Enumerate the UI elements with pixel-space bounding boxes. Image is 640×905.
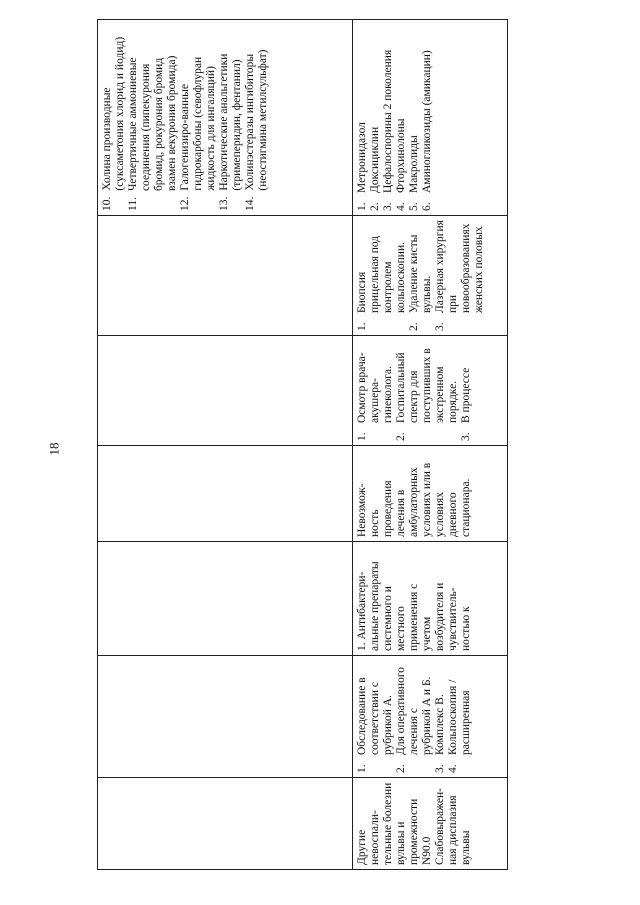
list-number: 6.: [421, 202, 433, 211]
list-item: [127, 24, 179, 211]
list-item: [356, 660, 395, 773]
list-number: 3.: [434, 764, 446, 773]
cell-empty: [98, 542, 353, 656]
list-number: 2.: [408, 322, 420, 331]
list-text: Холинэстеразы ингибиторы (неостигмина метилсульфат): [244, 49, 269, 191]
cell-surgery: [353, 216, 508, 336]
text-line: ная дисплазия: [447, 795, 459, 865]
text-line: Слабовыражен-: [434, 787, 446, 865]
text-line: чувствитель-: [447, 587, 459, 651]
table-row-n90: [353, 20, 508, 870]
text-line: 1. Антибактери-: [356, 571, 368, 651]
list-number: 3.: [460, 432, 472, 441]
text-line: лечения в: [395, 489, 407, 537]
text-line: ность: [369, 509, 381, 537]
list-text: Комплекс В.: [434, 694, 446, 755]
list-text: Удаление кисты вульвы.: [408, 234, 433, 313]
list-text: Обследование в соответствии с рубрикой А.: [356, 677, 394, 755]
text-line: стационара.: [460, 478, 472, 537]
list-text: Цефалоспорины 2 поколения: [382, 49, 394, 193]
cell-empty: [98, 446, 353, 542]
cell-empty: [98, 656, 353, 778]
table-row-previous: [98, 20, 353, 870]
list-number: 2.: [369, 202, 381, 211]
list-item: [434, 660, 447, 773]
list-text: Лазерная хирургия при новообразованиях женских половых: [434, 220, 485, 313]
list-item: [369, 24, 382, 211]
list-number: 5.: [408, 202, 420, 211]
list-item: [179, 24, 218, 211]
text-line: возбудителя и: [434, 582, 446, 651]
cell-diagnosis: [353, 778, 508, 870]
list-text: Аминогликозиды (амикацин): [421, 50, 433, 193]
cell-conditions: [353, 446, 508, 542]
text-line: условиях или в: [421, 462, 433, 537]
text-line: промежности: [408, 798, 420, 865]
list-text: В процессе: [460, 367, 472, 423]
list-item: [356, 220, 408, 331]
list-item: [421, 24, 434, 211]
list-item: [101, 24, 127, 211]
list-item: [434, 220, 486, 331]
list-number: 4.: [395, 202, 407, 211]
list-text: Холина производные (суксаметония хлорид и йодид): [101, 36, 126, 191]
text-line: Другие: [356, 829, 368, 865]
list-text: Кольпоскопия / расширенная: [447, 679, 472, 755]
text-line: системного и: [382, 586, 394, 651]
text-line: проведения: [382, 480, 394, 537]
list-item: [356, 24, 369, 211]
list-text: Биопсия прицельная под контролем кольпоскопии.: [356, 235, 407, 313]
page-number: 18: [46, 442, 62, 456]
list-item: [244, 24, 270, 211]
text-line: дневного: [447, 492, 459, 537]
text-line: амбулаторных: [408, 467, 420, 537]
text-line: местного: [395, 606, 407, 651]
list-text: Доксициклин: [369, 126, 381, 193]
list-number: 1.: [356, 202, 368, 211]
list-number: 13.: [218, 196, 230, 211]
list-text: Четвертичные аммониевые соединения (пипекурония бромид, рокурония бромид взамен векурония бромида): [127, 55, 178, 192]
list-item: [218, 24, 244, 211]
list-item: [408, 220, 434, 331]
list-number: 3.: [434, 322, 446, 331]
list-item: [395, 340, 460, 441]
list-text: Макролиды: [408, 135, 420, 193]
cell-empty: [98, 778, 353, 870]
list-number: 3.: [382, 202, 394, 211]
list-item: [356, 340, 395, 441]
list-number: 11.: [127, 197, 139, 211]
list-number: 2.: [395, 764, 407, 773]
list-text: Фторхинолоны: [395, 118, 407, 193]
text-line: невоспали-: [369, 810, 381, 865]
text-line: вульвы и: [395, 821, 407, 865]
anesthesia-drugs-list: [101, 24, 270, 211]
list-number: 1.: [356, 432, 368, 441]
list-item: [395, 660, 434, 773]
cell-empty: [98, 336, 353, 446]
list-item: [460, 340, 473, 441]
text-line: ностью к: [460, 606, 472, 651]
cell-examination: [353, 656, 508, 778]
cell-empty: [98, 216, 353, 336]
list-number: 2.: [395, 432, 407, 441]
list-number: 4.: [447, 764, 459, 773]
list-number: 12.: [179, 196, 191, 211]
text-line: условиях: [434, 492, 446, 537]
text-line: вульвы: [460, 830, 472, 865]
list-item: [382, 24, 395, 211]
text-line: Невозмож-: [356, 483, 368, 537]
text-line: альные препараты: [369, 561, 381, 651]
list-text: Галогенизиро-ванные гидрокарбоны (севофлуран жидкость для ингаляций): [179, 56, 217, 191]
list-text: Для оперативного лечения с рубрикой А и Б.: [395, 666, 433, 755]
list-text: Метронидазол: [356, 122, 368, 193]
cell-drugs: [353, 20, 508, 216]
list-item: [395, 24, 408, 211]
list-number: 1.: [356, 764, 368, 773]
cell-treatment: [353, 542, 508, 656]
list-number: 1.: [356, 322, 368, 331]
list-item: [408, 24, 421, 211]
list-item: [447, 660, 473, 773]
list-text: Наркотические анальгетики (тримеперидин, фентанил): [218, 53, 243, 191]
text-line: применения с: [408, 583, 420, 651]
rotated-table-container: [97, 20, 507, 870]
text-line: N90.0: [421, 836, 433, 865]
text-line: тельные болезни: [382, 782, 394, 865]
treatment-table: [97, 19, 508, 870]
cell-hospitalization: [353, 336, 508, 446]
list-number: 14.: [244, 196, 256, 211]
list-number: 10.: [101, 196, 113, 211]
text-line: учетом: [421, 616, 433, 651]
list-text: Госпитальный спектр для поступивших в экстренном порядке.: [395, 348, 459, 423]
list-text: Осмотр врача-акушера-гинеколога.: [356, 352, 394, 423]
cell-anesthesia-drugs: [98, 20, 353, 216]
